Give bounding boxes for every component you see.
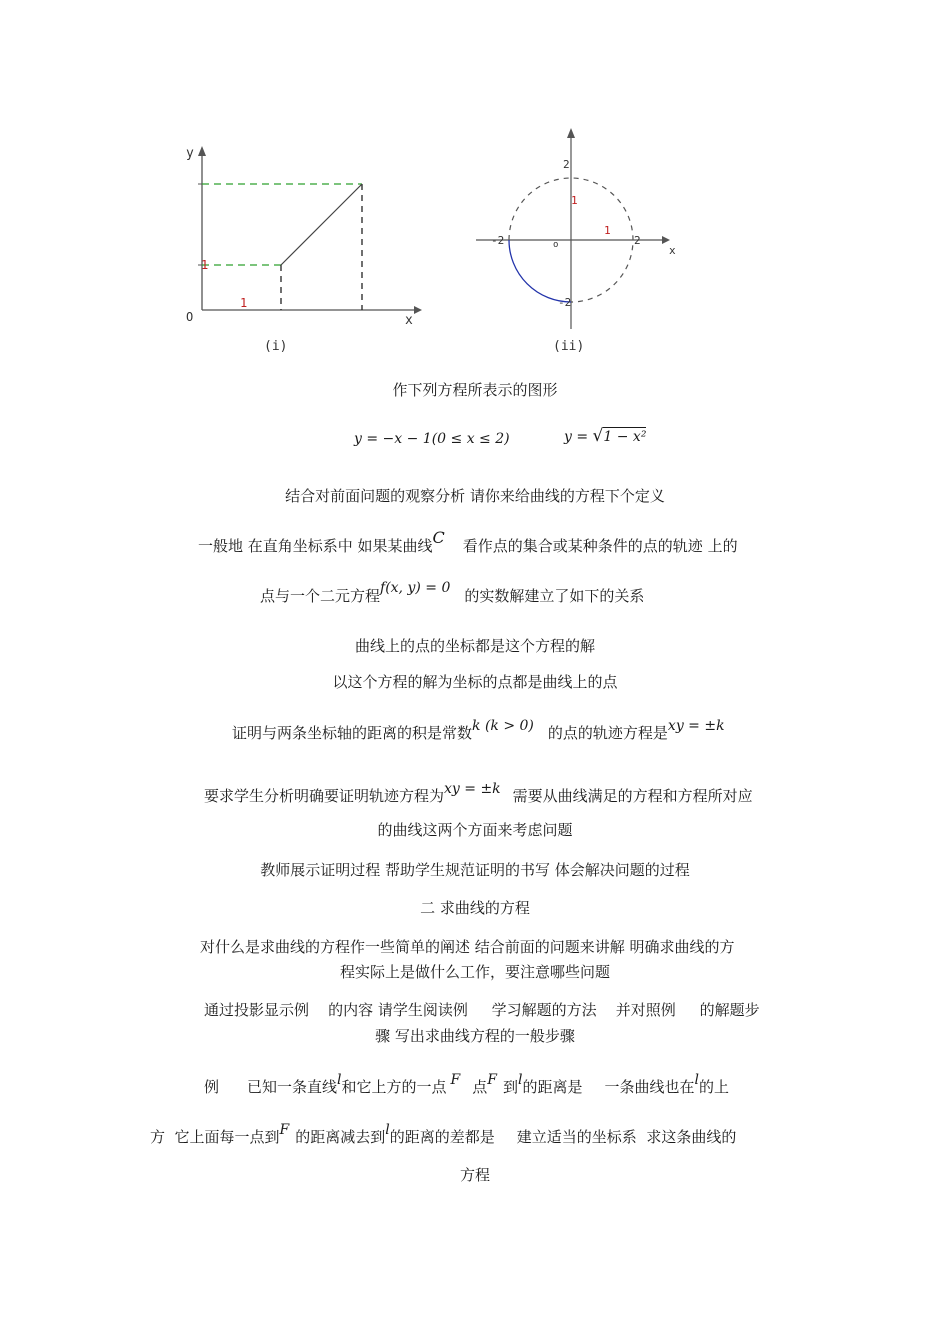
paragraph-2: 结合对前面问题的观察分析 请你来给曲线的方程下个定义 xyxy=(285,487,665,505)
k-condition: k (k > 0) xyxy=(472,718,534,734)
line-l-symbol-3: l xyxy=(694,1072,699,1088)
equation-2-radicand: 1 − x² xyxy=(603,429,647,445)
curve-c-symbol: C xyxy=(432,528,445,547)
figure-panel xyxy=(176,124,683,356)
equation-1-text: y = −x − 1(0 ≤ x ≤ 2) xyxy=(354,431,510,447)
point-f-symbol-1: F xyxy=(450,1072,461,1088)
equation-1 xyxy=(354,428,510,449)
paragraph-10: 教师展示证明过程 帮助学生规范证明的书写 体会解决问题的过程 xyxy=(260,861,690,879)
line-l-symbol-4: l xyxy=(385,1122,390,1138)
x-label: x xyxy=(405,313,413,328)
paragraph-7 xyxy=(232,718,725,744)
p16-part-h: 的上 xyxy=(699,1078,730,1096)
equation-2 xyxy=(564,426,646,447)
y-axis-arrow-ii xyxy=(567,128,575,138)
paragraph-1: 作下列方程所表示的图形 xyxy=(392,381,558,399)
point-f-symbol-3: F xyxy=(279,1122,290,1138)
tick-bottom: -2 xyxy=(558,296,572,309)
p16-part-e: 到 xyxy=(502,1078,518,1096)
p17-part-a: 方 它上面每一点到 xyxy=(150,1128,280,1146)
line-segment xyxy=(281,184,362,265)
p16-part-g: 一条曲线也在 xyxy=(604,1078,695,1096)
p3-part-b: 看作点的集合或某种条件的点的轨迹 上的 xyxy=(462,537,738,555)
paragraph-5: 曲线上的点的坐标都是这个方程的解 xyxy=(354,637,595,655)
point-f-symbol-2: F xyxy=(487,1072,497,1088)
y-axis-arrow xyxy=(198,146,206,156)
tick-y-1: 1 xyxy=(571,194,578,207)
paragraph-18: 方程 xyxy=(459,1166,490,1184)
x-label-ii: x xyxy=(669,244,676,257)
paragraph-15: 骤 写出求曲线方程的一般步骤 xyxy=(375,1027,575,1045)
p8-part-a: 要求学生分析明确要证明轨迹方程为 xyxy=(204,787,445,805)
p7-part-a: 证明与两条坐标轴的距离的积是常数 xyxy=(232,724,473,742)
p16-part-f: 的距离是 xyxy=(522,1078,583,1096)
p17-part-b: 的距离减去到 xyxy=(295,1128,386,1146)
line-l-symbol-1: l xyxy=(337,1072,342,1088)
p17-part-d: 建立适当的坐标系 求这条曲线的 xyxy=(516,1128,737,1146)
graph-i xyxy=(186,146,422,354)
tick-left: -2 xyxy=(491,234,505,247)
y-tick-1: 1 xyxy=(201,258,209,272)
paragraph-12: 对什么是求曲线的方程作一些简单的阐述 结合前面的问题来讲解 明确求曲线的方 xyxy=(200,938,735,956)
f-equation: f(x, y) = 0 xyxy=(380,580,451,596)
graphs-svg xyxy=(176,124,683,356)
sqrt-sign: √ xyxy=(592,426,604,446)
p16-part-b: 已知一条直线 xyxy=(247,1078,338,1096)
p3-part-a: 一般地 在直角坐标系中 如果某曲线 xyxy=(198,537,433,555)
example-label: 例 xyxy=(204,1078,220,1096)
graph-ii xyxy=(476,128,676,354)
p7-part-b: 的点的轨迹方程是 xyxy=(547,724,668,742)
p8-part-b: 需要从曲线满足的方程和方程所对应 xyxy=(512,787,753,805)
equation-2-prefix: y = xyxy=(564,429,593,445)
paragraph-13: 程实际上是做什么工作，要注意哪些问题 xyxy=(339,963,610,981)
p16-part-d: 点 xyxy=(472,1078,488,1096)
p16-part-c: 和它上方的一点 xyxy=(341,1078,447,1096)
tick-right: 2 xyxy=(634,234,641,247)
paragraph-9: 的曲线这两个方面来考虑问题 xyxy=(377,821,573,839)
p17-part-c: 的距离的差都是 xyxy=(389,1128,495,1146)
caption-ii: (ii) xyxy=(553,339,585,354)
p4-part-b: 的实数解建立了如下的关系 xyxy=(464,587,645,605)
x-tick-1: 1 xyxy=(240,296,248,310)
tick-x-1: 1 xyxy=(604,224,611,237)
paragraph-17 xyxy=(150,1122,737,1148)
caption-i: (i) xyxy=(264,339,288,354)
xy-equation-1: xy = ±k xyxy=(667,718,725,734)
p4-part-a: 点与一个二元方程 xyxy=(260,587,381,605)
origin-label: O xyxy=(186,310,194,324)
x-axis-arrow xyxy=(414,306,422,314)
paragraph-16 xyxy=(204,1072,730,1098)
paragraph-3 xyxy=(198,528,738,556)
tick-top: 2 xyxy=(563,158,570,171)
section-heading: 二 求曲线的方程 xyxy=(420,899,530,917)
xy-equation-2: xy = ±k xyxy=(444,781,501,797)
paragraph-8 xyxy=(204,781,753,807)
paragraph-14: 通过投影显示例 的内容 请学生阅读例 学习解题的方法 并对照例 的解题步 xyxy=(204,1001,760,1019)
paragraph-4 xyxy=(260,580,645,607)
x-axis-arrow-ii xyxy=(662,236,670,244)
curve-solid xyxy=(509,240,571,302)
paragraph-6: 以这个方程的解为坐标的点都是曲线上的点 xyxy=(332,673,618,691)
line-l-symbol-2: l xyxy=(518,1072,523,1088)
tick-origin: o xyxy=(553,240,559,250)
y-label: y xyxy=(186,146,194,161)
